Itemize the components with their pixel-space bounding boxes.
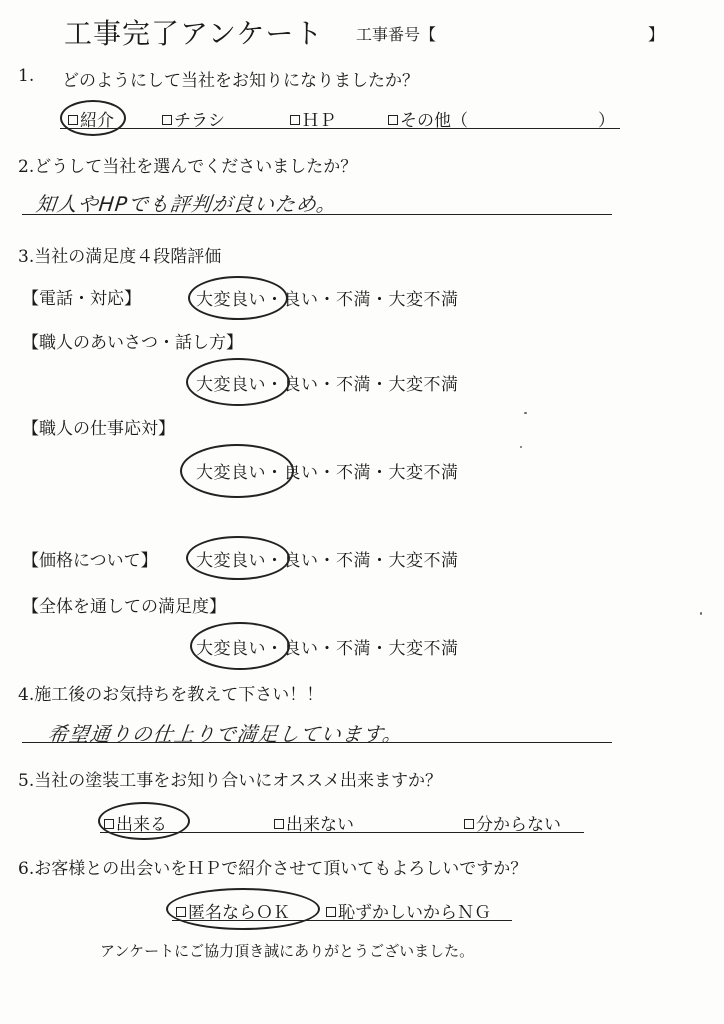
koji-bango-label: 工事番号【 xyxy=(356,25,437,44)
checkbox-icon xyxy=(290,115,300,125)
scan-speck xyxy=(700,612,702,615)
footer-thanks: アンケートにご協力頂き誠にありがとうございました。 xyxy=(100,942,475,960)
q5-option-dekiru: 出来る xyxy=(104,810,167,835)
q1-underline xyxy=(60,128,620,129)
q5-option-wakaranai: 分からない xyxy=(464,810,561,835)
q1-option-sonota: その他（ xyxy=(388,106,468,131)
q6-selection-circle xyxy=(166,888,320,930)
q1-selection-circle xyxy=(60,100,126,136)
q3-scale-greeting: 大変良い・良い・不満・大変不満 xyxy=(196,375,459,395)
q1-option-chirashi: チラシ xyxy=(162,106,225,131)
q3-phone-selection-circle xyxy=(188,276,288,320)
koji-bango-close: 】 xyxy=(648,25,665,44)
q3-category-overall: 【全体を通しての満足度】 xyxy=(22,597,226,617)
checkbox-icon xyxy=(464,819,474,829)
q3-overall-selection-circle xyxy=(190,622,290,670)
q2-question: 2.どうして当社を選んでくださいましたか？ xyxy=(18,157,358,177)
q3-category-work: 【職人の仕事応対】 xyxy=(22,419,175,439)
q4-underline xyxy=(22,742,612,743)
q1-question: どのようにして当社をお知りになりましたか？ xyxy=(62,71,419,91)
q3-scale-phone: 大変良い・良い・不満・大変不満 xyxy=(196,290,459,310)
q4-question: 4.施工後のお気持ちを教えて下さい！！ xyxy=(18,685,324,705)
q1-option-hp: ＨＰ xyxy=(290,106,336,131)
q6-option-hazukashii-ng: 恥ずかしいからＮＧ xyxy=(326,898,491,923)
q6-option-tokumei-ok: 匿名ならＯＫ xyxy=(176,898,290,923)
q1-number: 1. xyxy=(18,66,35,86)
q3-scale-work: 大変良い・良い・不満・大変不満 xyxy=(196,463,459,483)
q3-category-price: 【価格について】 xyxy=(22,551,158,571)
q5-selection-circle xyxy=(98,802,190,840)
q3-question: 3.当社の満足度４段階評価 xyxy=(18,247,222,267)
survey-title: 工事完了アンケート xyxy=(64,17,324,50)
q3-work-selection-circle xyxy=(180,444,294,498)
q3-scale-price: 大変良い・良い・不満・大変不満 xyxy=(196,551,459,571)
q6-question: 6.お客様との出会いをＨＰで紹介させて頂いてもよろしいですか？ xyxy=(18,859,528,879)
q3-price-selection-circle xyxy=(186,536,290,580)
q4-handwritten-answer: 希望通りの仕上りで満足しています。 xyxy=(46,722,405,746)
q3-scale-overall: 大変良い・良い・不満・大変不満 xyxy=(196,639,459,659)
scan-speck xyxy=(520,446,522,448)
q3-category-greeting: 【職人のあいさつ・話し方】 xyxy=(22,333,243,353)
q2-underline xyxy=(22,214,612,215)
checkbox-icon xyxy=(388,115,398,125)
checkbox-icon xyxy=(326,907,336,917)
q5-option-dekinai: 出来ない xyxy=(274,810,354,835)
q1-option-sonota-close: ） xyxy=(598,111,615,131)
q3-category-phone: 【電話・対応】 xyxy=(22,289,141,309)
q3-greeting-selection-circle xyxy=(186,358,290,406)
scan-speck xyxy=(524,412,527,414)
checkbox-icon xyxy=(274,819,284,829)
q1-option-shokai: 紹介 xyxy=(68,106,114,131)
q2-handwritten-answer: 知人やHPでも評判が良いため。 xyxy=(34,192,339,216)
q5-question: 5.当社の塗装工事をお知り合いにオススメ出来ますか？ xyxy=(18,771,443,791)
checkbox-icon xyxy=(162,115,172,125)
